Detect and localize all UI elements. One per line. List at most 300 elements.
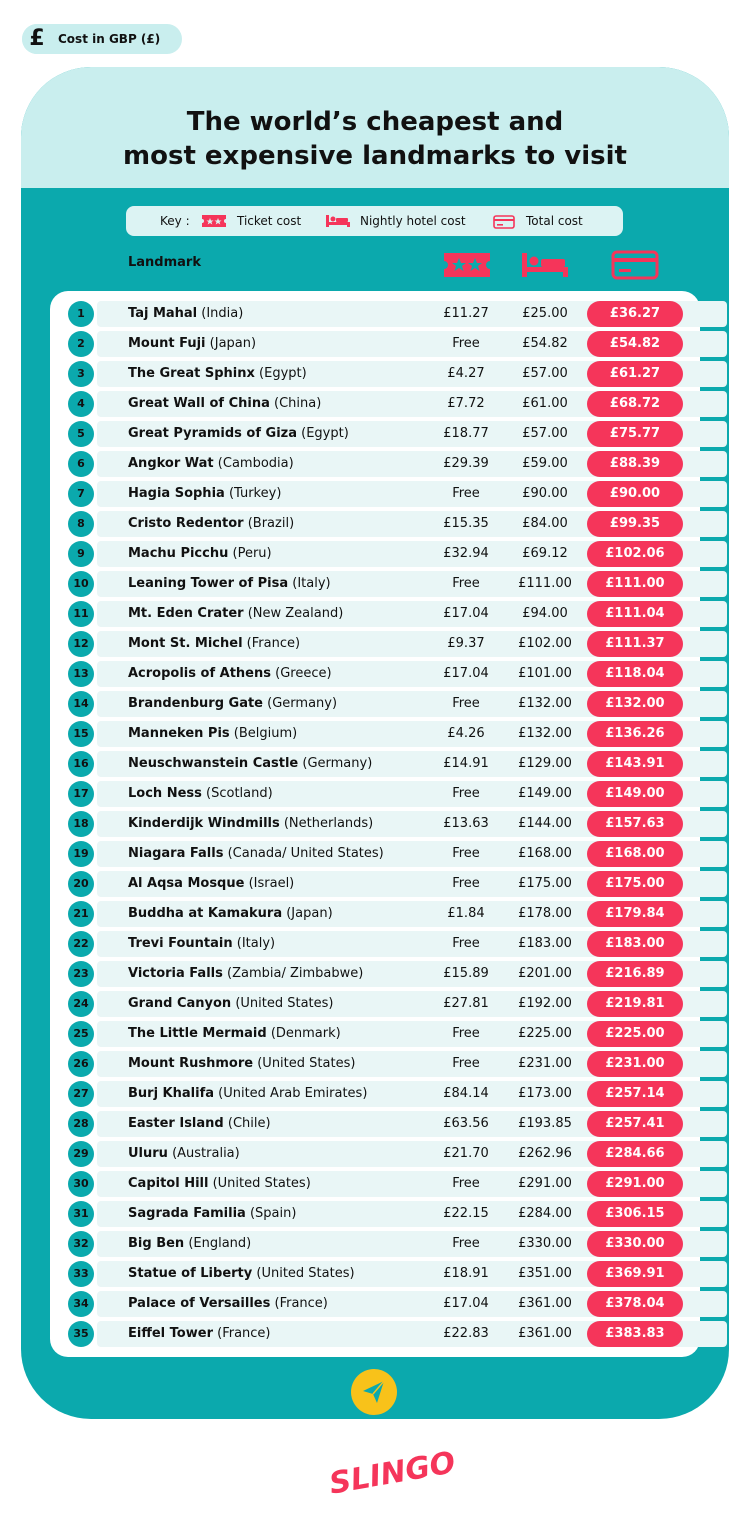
landmark-country: (Italy) [236,936,276,951]
rank-badge: 5 [68,421,94,447]
landmark-country: (England) [188,1236,252,1251]
table-row [50,479,700,509]
total-cost-cell: £75.77 [587,421,683,447]
hotel-cost-cell: £192.00 [518,996,572,1011]
landmark-cell [128,989,334,1019]
rank-badge: 32 [68,1231,94,1257]
landmark-cell [128,1199,296,1229]
table-row [50,359,700,389]
landmark-column-header: Landmark [128,255,201,270]
hotel-cost-cell: £132.00 [518,726,572,741]
landmark-country: (Canada/ United States) [227,846,384,861]
table-row [50,929,700,959]
landmark-name: Grand Canyon [128,996,232,1011]
rank-badge: 26 [68,1051,94,1077]
total-cost-cell: £90.00 [587,481,683,507]
total-cost-cell: £369.91 [587,1261,683,1287]
landmark-country: (Japan) [286,906,333,921]
rank-badge: 29 [68,1141,94,1167]
table-row [50,959,700,989]
ticket-cost-cell: Free [452,1176,480,1191]
landmark-name: Acropolis of Athens [128,666,271,681]
total-cost-cell: £257.14 [587,1081,683,1107]
landmark-country: (France) [274,1296,328,1311]
hotel-cost-cell: £101.00 [518,666,572,681]
landmark-country: (Brazil) [247,516,295,531]
rank-badge: 12 [68,631,94,657]
landmark-country: (Australia) [172,1146,240,1161]
table-row [50,779,700,809]
table-row [50,1259,700,1289]
total-cost-cell: £68.72 [587,391,683,417]
landmark-cell [128,1079,367,1109]
landmark-cell [128,1319,271,1349]
landmark-cell [128,809,373,839]
landmark-name: Trevi Fountain [128,936,233,951]
landmark-cell [128,359,307,389]
hotel-cost-cell: £225.00 [518,1026,572,1041]
ticket-cost-cell: £11.27 [443,306,489,321]
table-row [50,299,700,329]
ticket-cost-cell: £63.56 [443,1116,489,1131]
total-cost-cell: £36.27 [587,301,683,327]
landmark-cell [128,659,332,689]
landmark-country: (New Zealand) [247,606,344,621]
table-row [50,1169,700,1199]
total-cost-cell: £143.91 [587,751,683,777]
table-row [50,1109,700,1139]
landmark-name: Eiffel Tower [128,1326,213,1341]
hotel-cost-cell: £178.00 [518,906,572,921]
ticket-cost-cell: £18.91 [443,1266,489,1281]
landmark-cell [128,479,281,509]
landmark-name: Uluru [128,1146,168,1161]
rank-badge: 30 [68,1171,94,1197]
landmark-name: Taj Mahal [128,306,198,321]
infographic-card [21,67,729,1419]
landmark-name: Easter Island [128,1116,224,1131]
landmark-cell [128,449,294,479]
landmark-name: Hagia Sophia [128,486,225,501]
landmark-country: (Denmark) [270,1026,341,1041]
table-row [50,869,700,899]
rank-badge: 2 [68,331,94,357]
rank-badge: 35 [68,1321,94,1347]
ticket-cost-cell: £32.94 [443,546,489,561]
table-row [50,839,700,869]
page-title [21,105,729,173]
total-cost-cell: £225.00 [587,1021,683,1047]
landmark-country: (France) [246,636,301,651]
landmark-cell [128,509,294,539]
hotel-cost-cell: £193.85 [518,1116,572,1131]
landmark-cell [128,839,384,869]
total-cost-cell: £284.66 [587,1141,683,1167]
rank-badge: 10 [68,571,94,597]
hotel-cost-cell: £94.00 [522,606,568,621]
ticket-header-icon [444,253,490,277]
table-row [50,569,700,599]
ticket-cost-cell: £18.77 [443,426,489,441]
slingo-logo [325,1445,459,1502]
hotel-cost-cell: £175.00 [518,876,572,891]
ticket-cost-cell: £7.72 [447,396,485,411]
ticket-cost-cell: £22.83 [443,1326,489,1341]
ticket-cost-cell: £29.39 [443,456,489,471]
landmark-cell [128,959,363,989]
ticket-cost-cell: Free [452,486,480,501]
total-cost-cell: £231.00 [587,1051,683,1077]
landmark-country: (China) [274,396,322,411]
landmark-country: (Germany) [302,756,373,771]
table-row [50,509,700,539]
ticket-cost-cell: £84.14 [443,1086,489,1101]
landmark-country: (United States) [256,1266,355,1281]
ticket-cost-cell: Free [452,876,480,891]
rank-badge: 9 [68,541,94,567]
rank-badge: 21 [68,901,94,927]
total-cost-cell: £175.00 [587,871,683,897]
ticket-cost-cell: £15.89 [443,966,489,981]
ticket-cost-cell: £17.04 [443,1296,489,1311]
landmark-country: (Italy) [292,576,331,591]
table-row [50,1199,700,1229]
landmark-name: Statue of Liberty [128,1266,253,1281]
total-cost-cell: £378.04 [587,1291,683,1317]
hotel-cost-cell: £361.00 [518,1296,572,1311]
landmark-cell [128,539,272,569]
landmark-name: Burj Khalifa [128,1086,214,1101]
landmark-country: (India) [201,306,244,321]
table-row [50,989,700,1019]
landmark-cell [128,719,297,749]
landmark-name: Mount Rushmore [128,1056,254,1071]
total-cost-cell: £136.26 [587,721,683,747]
hotel-cost-cell: £61.00 [522,396,568,411]
landmark-country: (Chile) [227,1116,271,1131]
rank-badge: 18 [68,811,94,837]
landmark-name: Angkor Wat [128,456,214,471]
rank-badge: 8 [68,511,94,537]
rank-badge: 24 [68,991,94,1017]
hotel-cost-cell: £129.00 [518,756,572,771]
ticket-cost-cell: Free [452,1056,480,1071]
landmark-cell [128,899,333,929]
landmarks-table [50,291,700,1357]
landmark-cell [128,929,275,959]
total-cost-cell: £118.04 [587,661,683,687]
rank-badge: 7 [68,481,94,507]
landmark-name: The Great Sphinx [128,366,255,381]
landmark-country: (Cambodia) [217,456,294,471]
landmark-country: (Zambia/ Zimbabwe) [227,966,364,981]
key-hotel-label: Nightly hotel cost [360,214,466,228]
table-row [50,719,700,749]
total-cost-cell: £157.63 [587,811,683,837]
title-line-1: The world’s cheapest and [186,107,564,137]
pound-icon: £ [22,24,52,54]
landmark-country: (Turkey) [228,486,282,501]
landmark-country: (Belgium) [233,726,298,741]
ticket-cost-cell: £13.63 [443,816,489,831]
hotel-cost-cell: £262.96 [518,1146,572,1161]
hotel-cost-cell: £25.00 [522,306,568,321]
rank-badge: 23 [68,961,94,987]
ticket-cost-cell: £27.81 [443,996,489,1011]
landmark-name: Victoria Falls [128,966,223,981]
ticket-cost-cell: £1.84 [447,906,485,921]
ticket-cost-cell: £17.04 [443,666,489,681]
hotel-cost-cell: £59.00 [522,456,568,471]
landmark-cell [128,1229,251,1259]
hotel-cost-cell: £351.00 [518,1266,572,1281]
landmark-name: Al Aqsa Mosque [128,876,245,891]
landmark-name: Mount Fuji [128,336,206,351]
hotel-cost-cell: £183.00 [518,936,572,951]
landmark-country: (Peru) [232,546,272,561]
legend-key [126,206,623,236]
landmark-name: Capitol Hill [128,1176,209,1191]
rank-badge: 17 [68,781,94,807]
landmark-cell [128,1109,271,1139]
total-cost-cell: £168.00 [587,841,683,867]
ticket-cost-cell: £22.15 [443,1206,489,1221]
hotel-cost-cell: £84.00 [522,516,568,531]
total-cost-cell: £99.35 [587,511,683,537]
landmark-country: (Greece) [275,666,332,681]
landmark-name: Great Wall of China [128,396,270,411]
hotel-cost-cell: £90.00 [522,486,568,501]
table-row [50,629,700,659]
ticket-cost-cell: £14.91 [443,756,489,771]
hotel-cost-cell: £231.00 [518,1056,572,1071]
rank-badge: 3 [68,361,94,387]
total-cost-cell: £330.00 [587,1231,683,1257]
total-cost-cell: £111.00 [587,571,683,597]
total-cost-cell: £111.04 [587,601,683,627]
key-total-label: Total cost [526,214,583,228]
total-cost-cell: £61.27 [587,361,683,387]
rank-badge: 33 [68,1261,94,1287]
landmark-name: Machu Picchu [128,546,229,561]
landmark-country: (Scotland) [206,786,273,801]
currency-label: Cost in GBP (£) [58,32,161,46]
landmark-country: (Egypt) [301,426,349,441]
table-row [50,809,700,839]
table-row [50,1319,700,1349]
ticket-cost-cell: £21.70 [443,1146,489,1161]
landmark-country: (Netherlands) [283,816,374,831]
ticket-cost-cell: Free [452,846,480,861]
landmark-name: Neuschwanstein Castle [128,756,299,771]
ticket-cost-cell: Free [452,336,480,351]
landmark-name: Cristo Redentor [128,516,244,531]
ticket-cost-cell: Free [452,1236,480,1251]
hotel-cost-cell: £173.00 [518,1086,572,1101]
landmark-name: Great Pyramids of Giza [128,426,297,441]
landmark-cell [128,629,300,659]
total-cost-cell: £219.81 [587,991,683,1017]
landmark-country: (Israel) [248,876,295,891]
total-cost-cell: £132.00 [587,691,683,717]
landmark-cell [128,329,256,359]
title-line-2: most expensive landmarks to visit [123,141,627,171]
key-prefix: Key : [160,214,190,228]
total-cost-cell: £216.89 [587,961,683,987]
table-row [50,1079,700,1109]
rank-badge: 20 [68,871,94,897]
table-row [50,449,700,479]
landmark-name: Kinderdijk Windmills [128,816,280,831]
rank-badge: 27 [68,1081,94,1107]
credit-card-header-icon [611,250,659,280]
landmark-cell [128,689,337,719]
landmark-country: (France) [217,1326,271,1341]
hotel-cost-cell: £102.00 [518,636,572,651]
rank-badge: 19 [68,841,94,867]
rank-badge: 6 [68,451,94,477]
rank-badge: 11 [68,601,94,627]
landmark-cell [128,1169,311,1199]
hotel-cost-cell: £330.00 [518,1236,572,1251]
rank-badge: 1 [68,301,94,327]
landmark-cell [128,779,273,809]
hotel-cost-cell: £361.00 [518,1326,572,1341]
landmark-country: (United Arab Emirates) [218,1086,368,1101]
rank-badge: 14 [68,691,94,717]
landmark-name: Brandenburg Gate [128,696,264,711]
hotel-cost-cell: £291.00 [518,1176,572,1191]
hotel-cost-cell: £168.00 [518,846,572,861]
landmark-cell [128,299,243,329]
landmark-name: Mont St. Michel [128,636,243,651]
landmark-country: (Spain) [249,1206,297,1221]
table-row [50,389,700,419]
ticket-cost-cell: Free [452,696,480,711]
bed-header-icon [522,253,568,277]
table-row [50,689,700,719]
table-row [50,1049,700,1079]
total-cost-cell: £306.15 [587,1201,683,1227]
landmark-country: (Germany) [267,696,338,711]
hotel-cost-cell: £284.00 [518,1206,572,1221]
landmark-country: (United States) [212,1176,311,1191]
landmark-cell [128,599,343,629]
rank-badge: 13 [68,661,94,687]
ticket-icon [202,215,226,227]
total-cost-cell: £149.00 [587,781,683,807]
table-row [50,329,700,359]
landmark-cell [128,1139,240,1169]
landmark-name: Mt. Eden Crater [128,606,244,621]
hotel-cost-cell: £57.00 [522,366,568,381]
total-cost-cell: £111.37 [587,631,683,657]
total-cost-cell: £257.41 [587,1111,683,1137]
rank-badge: 4 [68,391,94,417]
landmark-country: (United States) [235,996,334,1011]
table-row [50,419,700,449]
rank-badge: 22 [68,931,94,957]
hotel-cost-cell: £57.00 [522,426,568,441]
paper-plane-icon [351,1369,397,1415]
landmark-name: Palace of Versailles [128,1296,271,1311]
hotel-cost-cell: £111.00 [518,576,572,591]
landmark-name: Niagara Falls [128,846,224,861]
credit-card-icon [493,215,515,229]
table-row [50,659,700,689]
ticket-cost-cell: Free [452,1026,480,1041]
rank-badge: 25 [68,1021,94,1047]
table-row [50,1229,700,1259]
rank-badge: 28 [68,1111,94,1137]
hotel-cost-cell: £149.00 [518,786,572,801]
ticket-cost-cell: Free [452,576,480,591]
table-row [50,1019,700,1049]
table-row [50,749,700,779]
landmark-cell [128,1289,328,1319]
table-row [50,899,700,929]
landmark-name: Buddha at Kamakura [128,906,283,921]
key-ticket-label: Ticket cost [237,214,302,228]
landmark-country: (United States) [257,1056,356,1071]
hotel-cost-cell: £201.00 [518,966,572,981]
landmark-cell [128,749,372,779]
rank-badge: 34 [68,1291,94,1317]
ticket-cost-cell: £4.26 [447,726,485,741]
landmark-name: The Little Mermaid [128,1026,267,1041]
table-row [50,1139,700,1169]
landmark-name: Big Ben [128,1236,185,1251]
currency-badge [22,24,182,54]
hotel-cost-cell: £69.12 [522,546,568,561]
ticket-cost-cell: £17.04 [443,606,489,621]
rank-badge: 31 [68,1201,94,1227]
landmark-cell [128,419,349,449]
landmark-cell [128,389,321,419]
landmark-name: Loch Ness [128,786,202,801]
ticket-cost-cell: £9.37 [447,636,485,651]
rank-badge: 16 [68,751,94,777]
landmark-country: (Egypt) [259,366,307,381]
ticket-cost-cell: Free [452,936,480,951]
hotel-cost-cell: £144.00 [518,816,572,831]
landmark-cell [128,569,331,599]
svg-text:SLINGO: SLINGO [326,1445,459,1502]
landmark-name: Sagrada Familia [128,1206,246,1221]
hotel-cost-cell: £132.00 [518,696,572,711]
total-cost-cell: £88.39 [587,451,683,477]
ticket-cost-cell: Free [452,786,480,801]
landmark-cell [128,1019,341,1049]
landmark-cell [128,1259,355,1289]
total-cost-cell: £54.82 [587,331,683,357]
landmark-cell [128,1049,355,1079]
table-row [50,539,700,569]
bed-icon [326,215,350,227]
table-row [50,1289,700,1319]
ticket-cost-cell: £15.35 [443,516,489,531]
landmark-name: Leaning Tower of Pisa [128,576,289,591]
ticket-cost-cell: £4.27 [447,366,485,381]
total-cost-cell: £179.84 [587,901,683,927]
total-cost-cell: £291.00 [587,1171,683,1197]
hotel-cost-cell: £54.82 [522,336,568,351]
landmark-cell [128,869,294,899]
total-cost-cell: £383.83 [587,1321,683,1347]
total-cost-cell: £102.06 [587,541,683,567]
table-row [50,599,700,629]
rank-badge: 15 [68,721,94,747]
